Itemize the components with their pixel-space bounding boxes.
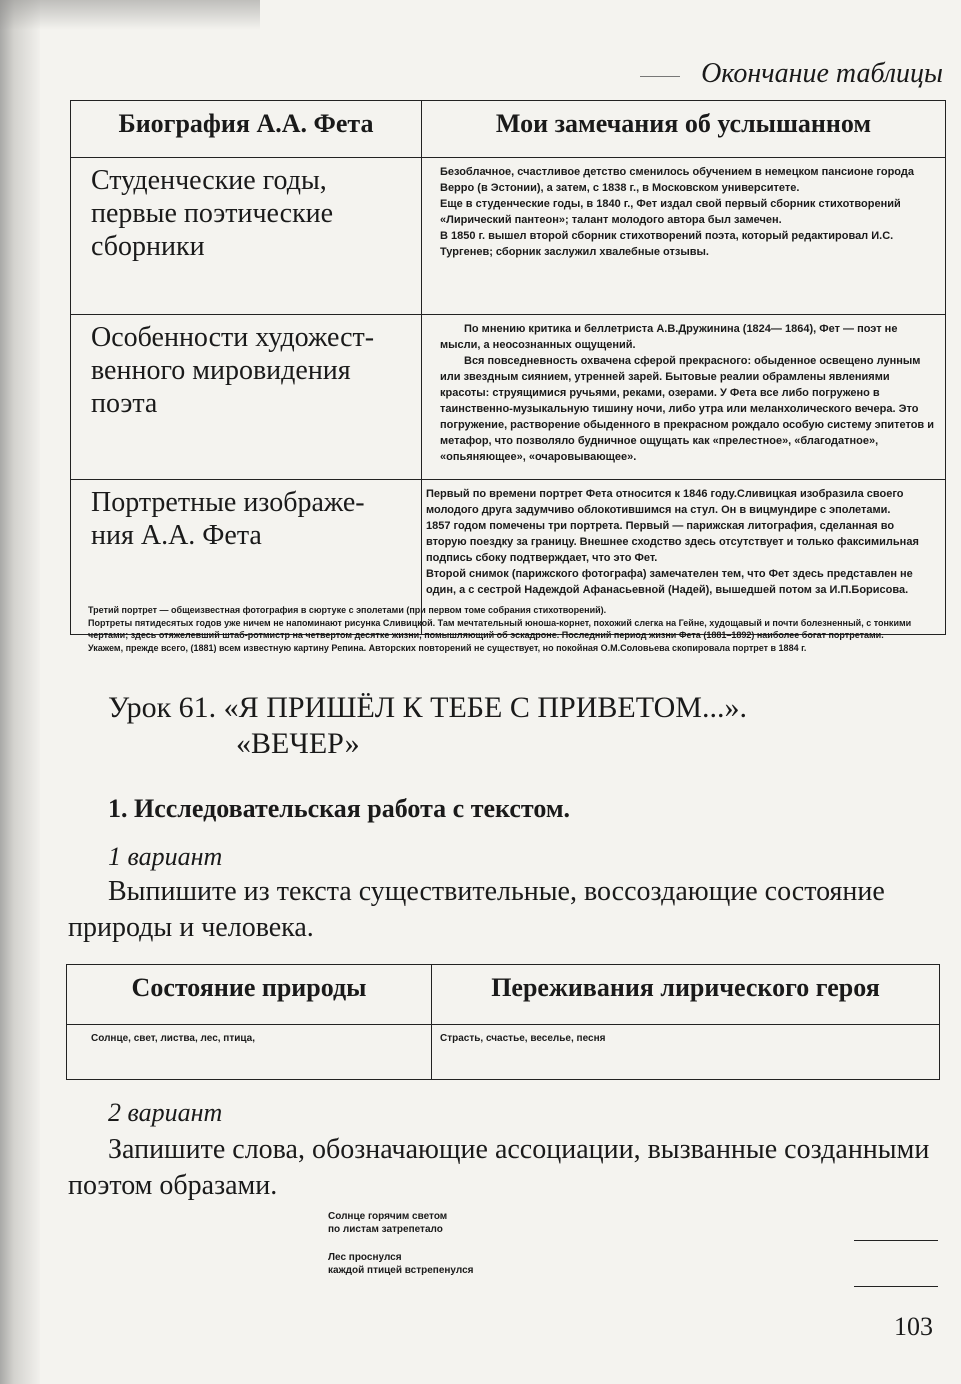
- note-paragraph: Портреты пятидесятых годов уже ничем не напоминают рисунка Сливицкой. Там мечтательный юноша-корнет, похожий слегка на Гейне, худощавый и почти болезненный, с тонкими чертами; здесь отяжелевший штаб-ротмистр на четвертом десятке жизни, помышляющий об эскадроне. Последний период жизни Фета (1881–1892) наиболее богат портретами. Укажем, прежде всего, (1881) всем известную картину Репина. Авторских повторений не существует, но покойная О.М.Соловьева скопировала портрет в 1884 г.: [88, 617, 912, 653]
- dash-mark: [640, 76, 680, 77]
- topic-line: сборники: [91, 231, 205, 262]
- biography-header-left: Биография А.А. Фета: [71, 101, 422, 158]
- table-row: [71, 158, 946, 315]
- association-line: Солнце горячим светом: [328, 1211, 448, 1222]
- nature-answer-cell[interactable]: Солнце, свет, листва, лес, птица,: [67, 1025, 432, 1080]
- association-line: каждой птицей встрепенулся: [328, 1265, 474, 1276]
- page-number: 103: [894, 1312, 933, 1341]
- variant-1-instruction: Выпишите из текста существительные, воссоздающие состояние природы и человека.: [68, 876, 885, 943]
- variant-2-instruction: Запишите слова, обозначающие ассоциации, вызванные созданными поэтом образами.: [68, 1134, 930, 1201]
- state-table-header: [67, 965, 940, 1025]
- notes-cell: [422, 315, 946, 480]
- note-paragraph: Безоблачное, счастливое детство сменилось обучением в немецком пансионе города Верро (в Эстонии), а затем, с 1838 г., в Московском университете.: [440, 166, 914, 194]
- biography-header-right: Мои замечания об услышанном: [422, 101, 946, 158]
- topic-line: первые поэтические: [91, 198, 334, 229]
- association-line: Лес проснулся: [328, 1252, 402, 1263]
- topic-cell: [71, 158, 422, 315]
- association-item: [328, 1251, 473, 1277]
- biography-table: [70, 100, 946, 635]
- association-line: по листам затрепетало: [328, 1224, 443, 1235]
- note-paragraph: По мнению критика и беллетриста А.В.Дружинина (1824— 1864), Фет — поэт не мысли, а неосознанных ощущений.: [440, 323, 898, 351]
- topic-line: Студенческие годы,: [91, 165, 327, 196]
- note-paragraph: Второй снимок (парижского фотографа) замечателен тем, что Фет здесь представлен не один, а с сестрой Надеждой Афанасьевной (Надей), вышедшей потом за И.П.Борисова.: [426, 568, 913, 596]
- variant-1-label: 1 вариант: [108, 842, 223, 871]
- note-paragraph: 1857 годом помечены три портрета. Первый — парижская литография, сделанная во вторую поездку за границу. Внешнее сходство здесь отсутствует и только факсимильная подпись сбоку подтверждает, что это Фет.: [426, 520, 919, 564]
- topic-line: Особенности художест-: [91, 322, 375, 353]
- lesson-title: [108, 690, 747, 762]
- answer-line[interactable]: [854, 1286, 938, 1287]
- note-paragraph: Еще в студенческие годы, в 1840 г., Фет издал свой первый сборник стихотворений «Лирический пантеон»; талант молодого автора был замечен.: [440, 198, 901, 226]
- task-heading: 1. Исследовательская работа с текстом.: [108, 794, 571, 823]
- overflow-note: [88, 604, 918, 654]
- state-table: [66, 964, 940, 1080]
- topic-line: венного мировидения: [91, 355, 351, 386]
- note-paragraph: Вся повседневность охвачена сферой прекрасного: обыденное освещено лунным или звездным сиянием, утренней зарей. Бытовые реалии обрамлены явлениями красоты: струящимися ручьями, реками, озерами. У Фета все либо погружено в таинственно-музыкальную тишину ночи, либо утра или меланхолического вечера. Это погружение, растворение обыденного в прекрасном рождало особую систему эпитетов и метафор, что позволяло будничное ощущать как «прелестное», «благодатное», «опьяняющее», «очаровывающее».: [440, 355, 935, 463]
- state-header-hero: Переживания лирического героя: [432, 965, 940, 1025]
- topic-line: ния А.А. Фета: [91, 520, 262, 551]
- topic-cell: [71, 315, 422, 480]
- hero-answer-cell[interactable]: Страсть, счастье, веселье, песня: [432, 1025, 940, 1080]
- variant-2-label: 2 вариант: [108, 1098, 223, 1127]
- answer-line[interactable]: [854, 1240, 938, 1241]
- biography-table-header: [71, 101, 946, 158]
- topic-line: Портретные изображе-: [91, 487, 365, 518]
- state-header-nature: Состояние природы: [67, 965, 432, 1025]
- note-paragraph: В 1850 г. вышел второй сборник стихотворений поэта, который редактировал И.С. Тургенев; сборник заслужил хвалебные отзывы.: [440, 230, 894, 258]
- scan-shadow-edge: [0, 0, 40, 1384]
- association-item: [328, 1210, 447, 1236]
- table-row: [67, 1025, 940, 1080]
- note-paragraph: Первый по времени портрет Фета относится к 1846 году.Сливицкая изобразила своего молодого друга задумчиво облокотившимся на стул. Он в вицмундире с эполетами.: [426, 488, 904, 516]
- scan-shadow-corner: [0, 0, 260, 30]
- notes-cell: [422, 158, 946, 315]
- note-paragraph: Третий портрет — общеизвестная фотография в сюртуке с эполетами (при первом томе собрания стихотворений).: [88, 605, 607, 615]
- lesson-title-line: «ВЕЧЕР»: [236, 727, 360, 760]
- table-row: [71, 315, 946, 480]
- lesson-title-line: Урок 61. «Я ПРИШЁЛ К ТЕБЕ С ПРИВЕТОМ...».: [108, 691, 747, 724]
- running-head: Окончание таблицы: [701, 58, 943, 89]
- topic-line: поэта: [91, 388, 158, 419]
